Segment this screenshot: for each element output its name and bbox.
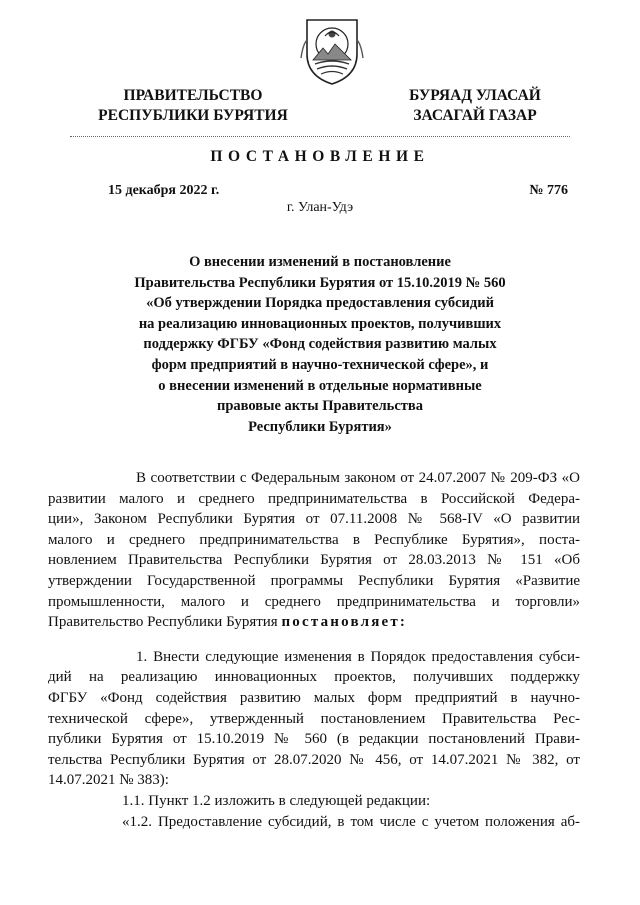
- preamble-paragraph: [48, 468, 580, 633]
- preamble-line: В соответствии с Федеральным законом от 24.07.2007 № 209-ФЗ «О: [136, 470, 580, 486]
- title-line: Республики Бурятия»: [248, 418, 392, 435]
- title-line: форм предприятий в научно-технической сфере», и: [151, 356, 489, 373]
- coat-of-arms: [299, 14, 365, 88]
- point-1-line: 14.07.2021 № 383):: [48, 772, 169, 789]
- document-body: [48, 468, 580, 832]
- point-1-line: ФГБУ «Фонд содействия развитию малых форм предприятий в научно-: [48, 689, 580, 706]
- point-1-line: тельства Республики Бурятия от 28.07.2020 № 456, от 14.07.2021 № 382, от: [48, 751, 580, 768]
- point-1-1: 1.1. Пункт 1.2 изложить в следующей редакции:: [122, 792, 431, 809]
- point-1-2-start: «1.2. Предоставление субсидий, в том числе с учетом положения аб-: [122, 813, 580, 830]
- title-line: Правительства Республики Бурятия от 15.10.2019 № 560: [134, 274, 506, 291]
- title-line: поддержку ФГБУ «Фонд содействия развитию малых: [143, 336, 497, 353]
- buryatia-coat-of-arms-icon: [299, 14, 365, 88]
- document-date: 15 декабря 2022 г.: [108, 183, 220, 198]
- header-left-line-1: ПРАВИТЕЛЬСТВО: [123, 87, 263, 104]
- title-line: правовые акты Правительства: [217, 398, 423, 415]
- preamble-line: промышленности, малого и среднего предпринимательства и торговли»: [48, 593, 580, 610]
- title-line: О внесении изменений в постановление: [189, 254, 451, 270]
- header-right-line-1: БУРЯАД УЛАСАЙ: [409, 87, 541, 104]
- document-city: г. Улан-Удэ: [286, 200, 354, 215]
- header-left-russian: [78, 86, 308, 126]
- header-left-line-2: РЕСПУБЛИКИ БУРЯТИЯ: [98, 107, 288, 124]
- point-1-line: публики Бурятия от 15.10.2019 № 560 (в редакции постановлений Прави-: [48, 731, 580, 748]
- header-divider: [70, 136, 570, 137]
- point-1-paragraph: [48, 647, 580, 791]
- header-right-line-2: ЗАСАГАЙ ГАЗАР: [413, 107, 537, 124]
- point-1-line: технической сфере», утвержденный постановлением Правительства Рес-: [48, 710, 580, 727]
- decree-word: постановляет:: [281, 614, 408, 631]
- point-1-line: 1. Внести следующие изменения в Порядок предоставления субси-: [136, 648, 580, 665]
- point-1-line: дий на реализацию инновационных проектов, получивших поддержку: [48, 669, 580, 686]
- preamble-last-prefix: Правительство Республики Бурятия: [48, 614, 278, 631]
- title-line: на реализацию инновационных проектов, получивших: [138, 315, 502, 332]
- title-line: «Об утверждении Порядка предоставления субсидий: [146, 295, 494, 312]
- preamble-last-line: [48, 612, 580, 633]
- document-number: № 776: [529, 183, 568, 198]
- preamble-line: новлением Правительства Республики Бурятия от 28.03.2013 № 151 «Об: [48, 552, 580, 569]
- preamble-line: ции», Законом Республики Бурятия от 07.11.2008 № 568-IV «О развитии: [48, 511, 580, 528]
- document-title: [110, 252, 530, 437]
- document-type: ПОСТАНОВЛЕНИЕ: [210, 148, 430, 165]
- header-right-buryat: [380, 86, 570, 126]
- preamble-line: развитии малого и среднего предпринимательства в Российской Федера-: [48, 490, 580, 507]
- preamble-line: утверждении Государственной программы Республики Бурятия «Развитие: [48, 572, 580, 589]
- preamble-line: малого и среднего предпринимательства в Республике Бурятия», поста-: [48, 531, 580, 548]
- title-line: о внесении изменений в отдельные нормативные: [158, 377, 482, 394]
